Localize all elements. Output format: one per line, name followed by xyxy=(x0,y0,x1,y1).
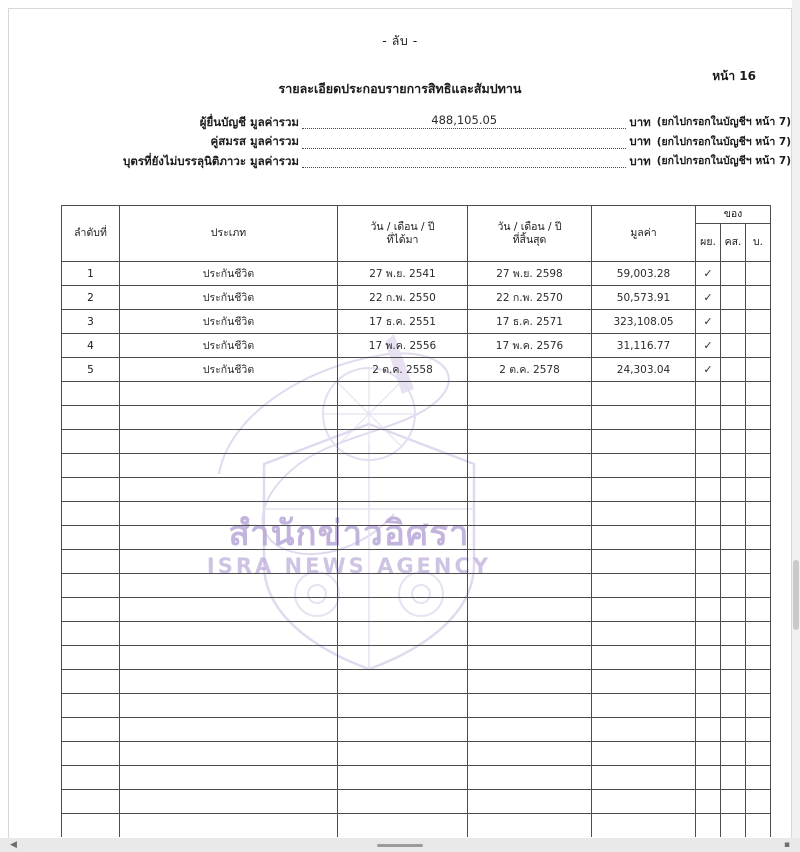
header-owner: ของ xyxy=(696,206,771,224)
cell-empty xyxy=(468,814,592,838)
header-index: ลำดับที่ xyxy=(62,206,120,262)
cell-empty xyxy=(338,574,468,598)
cell-empty xyxy=(468,502,592,526)
cell-empty xyxy=(592,526,696,550)
confidential-label: - ลับ - xyxy=(382,33,418,48)
summary-value-field-spouse xyxy=(302,135,626,149)
cell-date-acquired: 22 ก.พ. 2550 xyxy=(338,286,468,310)
table-row-empty xyxy=(62,766,771,790)
cell-owner-child xyxy=(746,334,771,358)
summary-label-children: บุตรที่ยังไม่บรรลุนิติภาวะ มูลค่ารวม xyxy=(123,153,299,168)
table-row-empty xyxy=(62,550,771,574)
cell-empty xyxy=(62,550,120,574)
cell-empty xyxy=(721,478,746,502)
cell-empty xyxy=(62,718,120,742)
table-row-empty xyxy=(62,622,771,646)
cell-empty xyxy=(721,574,746,598)
cell-empty xyxy=(338,742,468,766)
cell-owner-declarant: ✓ xyxy=(696,310,721,334)
cell-empty xyxy=(592,598,696,622)
cell-empty xyxy=(120,718,338,742)
system-navigation-bar xyxy=(0,838,800,852)
cell-empty xyxy=(696,430,721,454)
cell-empty xyxy=(592,646,696,670)
cell-empty xyxy=(721,502,746,526)
cell-empty xyxy=(62,406,120,430)
cell-empty xyxy=(746,670,771,694)
cell-type: ประกันชีวิต xyxy=(120,334,338,358)
cell-empty xyxy=(721,814,746,838)
cell-empty xyxy=(468,646,592,670)
cell-owner-child xyxy=(746,310,771,334)
cell-date-end: 2 ต.ค. 2578 xyxy=(468,358,592,382)
cell-empty xyxy=(338,790,468,814)
cell-empty xyxy=(746,766,771,790)
cell-empty xyxy=(62,790,120,814)
cell-type: ประกันชีวิต xyxy=(120,262,338,286)
cell-empty xyxy=(696,550,721,574)
cell-empty xyxy=(592,430,696,454)
cell-empty xyxy=(746,550,771,574)
cell-owner-spouse xyxy=(721,310,746,334)
cell-empty xyxy=(62,646,120,670)
table-row-empty xyxy=(62,598,771,622)
cell-empty xyxy=(696,478,721,502)
cell-empty xyxy=(746,526,771,550)
table-row xyxy=(62,310,771,334)
cell-empty xyxy=(746,430,771,454)
cell-empty xyxy=(468,766,592,790)
cell-date-acquired: 2 ต.ค. 2558 xyxy=(338,358,468,382)
table-row-empty xyxy=(62,430,771,454)
cell-empty xyxy=(120,814,338,838)
header-date-end xyxy=(468,206,592,262)
cell-date-acquired: 17 ธ.ค. 2551 xyxy=(338,310,468,334)
cell-owner-spouse xyxy=(721,334,746,358)
cell-empty xyxy=(721,598,746,622)
cell-empty xyxy=(338,430,468,454)
cell-empty xyxy=(746,574,771,598)
cell-empty xyxy=(592,574,696,598)
summary-value-declarant: 488,105.05 xyxy=(431,113,498,127)
cell-empty xyxy=(592,622,696,646)
cell-empty xyxy=(120,598,338,622)
cell-empty xyxy=(338,670,468,694)
cell-empty xyxy=(746,742,771,766)
cell-empty xyxy=(592,790,696,814)
cell-empty xyxy=(62,622,120,646)
summary-value-field-declarant xyxy=(302,115,626,129)
cell-empty xyxy=(696,790,721,814)
cell-empty xyxy=(592,718,696,742)
cell-empty xyxy=(120,406,338,430)
summary-unit-declarant: บาท xyxy=(629,115,651,129)
cell-empty xyxy=(468,598,592,622)
page-title: รายละเอียดประกอบรายการสิทธิและสัมปทาน xyxy=(278,81,522,96)
cell-owner-spouse xyxy=(721,358,746,382)
cell-empty xyxy=(468,526,592,550)
header-date-acquired-line2: ที่ได้มา xyxy=(386,233,419,246)
table-row-empty xyxy=(62,502,771,526)
cell-owner-child xyxy=(746,262,771,286)
scrollbar-thumb[interactable] xyxy=(793,560,799,630)
table-row-empty xyxy=(62,454,771,478)
cell-empty xyxy=(746,622,771,646)
cell-value: 323,108.05 xyxy=(592,310,696,334)
table-row-empty xyxy=(62,694,771,718)
cell-owner-declarant: ✓ xyxy=(696,358,721,382)
summary-note-declarant: (ยกไปกรอกในบัญชีฯ หน้า 7) xyxy=(656,116,791,129)
summary-row-declarant xyxy=(9,115,791,129)
cell-empty xyxy=(721,670,746,694)
scrollbar-track[interactable] xyxy=(792,0,800,852)
header-date-acquired xyxy=(338,206,468,262)
cell-empty xyxy=(338,694,468,718)
cell-index: 5 xyxy=(62,358,120,382)
cell-owner-declarant: ✓ xyxy=(696,334,721,358)
cell-empty xyxy=(746,718,771,742)
cell-empty xyxy=(746,814,771,838)
cell-empty xyxy=(120,694,338,718)
cell-empty xyxy=(120,550,338,574)
cell-empty xyxy=(338,598,468,622)
cell-empty xyxy=(721,454,746,478)
home-indicator-icon[interactable] xyxy=(377,844,423,847)
cell-empty xyxy=(338,766,468,790)
cell-empty xyxy=(721,742,746,766)
cell-empty xyxy=(338,526,468,550)
cell-empty xyxy=(746,478,771,502)
cell-empty xyxy=(120,526,338,550)
cell-date-end: 17 ธ.ค. 2571 xyxy=(468,310,592,334)
cell-value: 31,116.77 xyxy=(592,334,696,358)
cell-empty xyxy=(746,646,771,670)
header-type: ประเภท xyxy=(120,206,338,262)
cell-empty xyxy=(120,766,338,790)
table-body xyxy=(62,262,771,838)
cell-empty xyxy=(120,454,338,478)
cell-index: 3 xyxy=(62,310,120,334)
table-row xyxy=(62,286,771,310)
cell-empty xyxy=(338,814,468,838)
cell-empty xyxy=(62,574,120,598)
cell-empty xyxy=(696,694,721,718)
table-header-row xyxy=(62,206,771,224)
cell-owner-spouse xyxy=(721,262,746,286)
table-row-empty xyxy=(62,790,771,814)
cell-empty xyxy=(721,550,746,574)
cell-date-acquired: 17 พ.ค. 2556 xyxy=(338,334,468,358)
cell-empty xyxy=(338,454,468,478)
table-row-empty xyxy=(62,814,771,838)
cell-value: 59,003.28 xyxy=(592,262,696,286)
header-owner-declarant: ผย. xyxy=(696,224,721,262)
header-owner-child: บ. xyxy=(746,224,771,262)
document-body xyxy=(9,9,791,837)
cell-empty xyxy=(592,814,696,838)
cell-empty xyxy=(62,526,120,550)
cell-date-end: 27 พ.ย. 2598 xyxy=(468,262,592,286)
watermark-thai-text: สำนักข่าวอิศรา xyxy=(228,514,470,554)
table-row xyxy=(62,262,771,286)
cell-empty xyxy=(120,478,338,502)
cell-empty xyxy=(696,598,721,622)
cell-empty xyxy=(338,406,468,430)
cell-empty xyxy=(592,670,696,694)
cell-owner-child xyxy=(746,358,771,382)
cell-empty xyxy=(592,766,696,790)
cell-empty xyxy=(696,742,721,766)
cell-empty xyxy=(468,622,592,646)
cell-empty xyxy=(62,382,120,406)
cell-empty xyxy=(62,598,120,622)
cell-empty xyxy=(120,574,338,598)
summary-note-spouse: (ยกไปกรอกในบัญชีฯ หน้า 7) xyxy=(656,135,791,148)
cell-empty xyxy=(120,670,338,694)
cell-empty xyxy=(721,526,746,550)
cell-empty xyxy=(696,814,721,838)
header-owner-spouse: คส. xyxy=(721,224,746,262)
cell-empty xyxy=(338,646,468,670)
cell-empty xyxy=(468,670,592,694)
cell-empty xyxy=(468,382,592,406)
cell-empty xyxy=(338,478,468,502)
table-row-empty xyxy=(62,670,771,694)
cell-empty xyxy=(746,694,771,718)
header-date-end-line1: วัน / เดือน / ปี xyxy=(497,220,562,233)
cell-empty xyxy=(721,406,746,430)
cell-empty xyxy=(120,382,338,406)
cell-owner-child xyxy=(746,286,771,310)
cell-empty xyxy=(338,502,468,526)
cell-empty xyxy=(696,526,721,550)
cell-index: 4 xyxy=(62,334,120,358)
cell-empty xyxy=(62,766,120,790)
header-date-end-line2: ที่สิ้นสุด xyxy=(512,233,547,246)
cell-empty xyxy=(62,478,120,502)
cell-empty xyxy=(120,790,338,814)
cell-empty xyxy=(746,502,771,526)
cell-empty xyxy=(721,790,746,814)
cell-empty xyxy=(696,766,721,790)
cell-empty xyxy=(696,622,721,646)
cell-empty xyxy=(721,694,746,718)
cell-empty xyxy=(592,694,696,718)
recents-square-icon[interactable]: ▪ xyxy=(783,839,790,850)
cell-empty xyxy=(338,718,468,742)
cell-empty xyxy=(120,742,338,766)
cell-empty xyxy=(696,574,721,598)
cell-empty xyxy=(468,406,592,430)
cell-empty xyxy=(338,382,468,406)
table-row-empty xyxy=(62,742,771,766)
cell-empty xyxy=(721,766,746,790)
cell-empty xyxy=(120,622,338,646)
summary-note-children: (ยกไปกรอกในบัญชีฯ หน้า 7) xyxy=(656,155,791,167)
cell-empty xyxy=(592,454,696,478)
cell-empty xyxy=(62,814,120,838)
cell-index: 2 xyxy=(62,286,120,310)
cell-empty xyxy=(468,478,592,502)
cell-empty xyxy=(120,430,338,454)
summary-label-spouse: คู่สมรส มูลค่ารวม xyxy=(210,134,299,149)
cell-empty xyxy=(62,430,120,454)
cell-empty xyxy=(468,718,592,742)
cell-empty xyxy=(468,742,592,766)
cell-empty xyxy=(721,382,746,406)
cell-owner-declarant: ✓ xyxy=(696,262,721,286)
cell-empty xyxy=(746,454,771,478)
cell-empty xyxy=(746,382,771,406)
cell-empty xyxy=(468,454,592,478)
cell-empty xyxy=(468,550,592,574)
cell-owner-spouse xyxy=(721,286,746,310)
cell-type: ประกันชีวิต xyxy=(120,286,338,310)
cell-empty xyxy=(468,430,592,454)
cell-empty xyxy=(592,502,696,526)
cell-empty xyxy=(120,502,338,526)
summary-label-declarant: ผู้ยื่นบัญชี มูลค่ารวม xyxy=(199,115,299,129)
table-row-empty xyxy=(62,382,771,406)
cell-date-end: 17 พ.ค. 2576 xyxy=(468,334,592,358)
table-row xyxy=(62,358,771,382)
cell-empty xyxy=(62,454,120,478)
summary-unit-children: บาท xyxy=(629,153,651,168)
table-row-empty xyxy=(62,406,771,430)
cell-empty xyxy=(338,622,468,646)
cell-empty xyxy=(338,550,468,574)
cell-empty xyxy=(468,790,592,814)
cell-empty xyxy=(721,430,746,454)
cell-index: 1 xyxy=(62,262,120,286)
header-value: มูลค่า xyxy=(592,206,696,262)
summary-unit-spouse: บาท xyxy=(629,134,651,149)
cell-empty xyxy=(62,502,120,526)
cell-empty xyxy=(696,406,721,430)
cell-empty xyxy=(120,646,338,670)
table-row-empty xyxy=(62,646,771,670)
cell-owner-declarant: ✓ xyxy=(696,286,721,310)
cell-empty xyxy=(721,718,746,742)
cell-empty xyxy=(62,670,120,694)
cell-value: 50,573.91 xyxy=(592,286,696,310)
cell-empty xyxy=(721,622,746,646)
back-arrow-icon[interactable]: ◀ xyxy=(10,839,17,850)
table-row-empty xyxy=(62,574,771,598)
cell-empty xyxy=(696,454,721,478)
table-row-empty xyxy=(62,478,771,502)
table-row xyxy=(62,334,771,358)
cell-type: ประกันชีวิต xyxy=(120,310,338,334)
cell-empty xyxy=(592,742,696,766)
cell-empty xyxy=(62,694,120,718)
cell-empty xyxy=(696,718,721,742)
cell-empty xyxy=(696,502,721,526)
cell-empty xyxy=(696,670,721,694)
cell-empty xyxy=(696,646,721,670)
cell-value: 24,303.04 xyxy=(592,358,696,382)
header-date-acquired-line1: วัน / เดือน / ปี xyxy=(370,220,435,233)
table-row-empty xyxy=(62,718,771,742)
cell-empty xyxy=(592,382,696,406)
page-number: หน้า 16 xyxy=(712,69,756,83)
summary-row-spouse xyxy=(9,134,791,148)
cell-empty xyxy=(696,382,721,406)
cell-empty xyxy=(468,574,592,598)
cell-empty xyxy=(592,406,696,430)
cell-date-acquired: 27 พ.ย. 2541 xyxy=(338,262,468,286)
assets-table xyxy=(61,205,771,837)
cell-type: ประกันชีวิต xyxy=(120,358,338,382)
summary-row-children xyxy=(9,154,791,168)
cell-empty xyxy=(592,550,696,574)
cell-empty xyxy=(468,694,592,718)
cell-empty xyxy=(746,790,771,814)
table-row-empty xyxy=(62,526,771,550)
summary-value-field-children xyxy=(302,154,626,168)
cell-empty xyxy=(592,478,696,502)
cell-empty xyxy=(721,646,746,670)
watermark-english-text: ISRA NEWS AGENCY xyxy=(206,554,492,578)
summary-block xyxy=(9,115,791,168)
cell-date-end: 22 ก.พ. 2570 xyxy=(468,286,592,310)
cell-empty xyxy=(62,742,120,766)
cell-empty xyxy=(746,598,771,622)
cell-empty xyxy=(746,406,771,430)
